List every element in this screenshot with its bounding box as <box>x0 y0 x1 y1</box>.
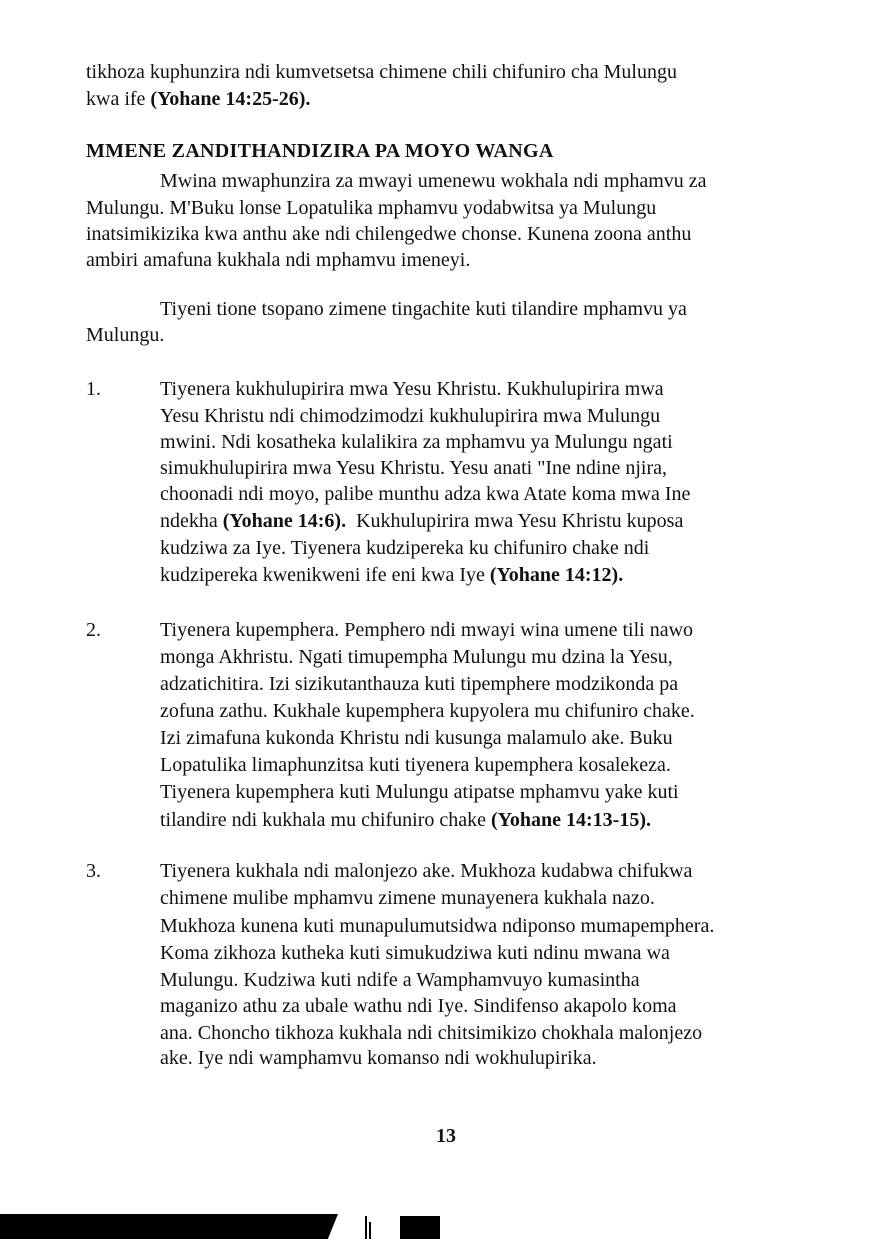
item-line: Tiyenera kupemphera kuti Mulungu atipatse mphamvu yake kuti <box>160 781 679 803</box>
paragraph-line: Mwina mwaphunzira za mwayi umenewu wokhala ndi mphamvu za <box>160 170 707 192</box>
list-number: 3. <box>86 860 101 882</box>
scan-edge-mark <box>365 1216 367 1239</box>
item-line: Yesu Khristu ndi chimodzimodzi kukhulupirira mwa Mulungu <box>160 405 661 427</box>
item-line: mwini. Ndi kosatheka kulalikira za mphamvu ya Mulungu ngati <box>160 431 673 453</box>
scripture-reference: (Yohane 14:25-26). <box>150 88 311 110</box>
item-line <box>160 509 683 533</box>
item-line: Tiyenera kupemphera. Pemphero ndi mwayi wina umene tili nawo <box>160 619 694 641</box>
item-line: choonadi ndi moyo, palibe munthu adza kwa Atate koma mwa Ine <box>160 483 691 505</box>
list-number: 1. <box>86 378 101 400</box>
item-line: maganizo athu za ubale wathu ndi Iye. Sindifenso akapolo koma <box>160 995 677 1017</box>
intro-line-2 <box>86 87 310 111</box>
item-line: ana. Choncho tikhoza kukhala ndi chitsimikizo chokhala malonjezo <box>160 1022 703 1044</box>
scan-edge-mark <box>400 1216 440 1239</box>
text: kwa ife <box>86 88 151 110</box>
page-number: 13 <box>436 1125 456 1147</box>
item-line: Koma zikhoza kutheka kuti simukudziwa kuti ndinu mwana wa <box>160 942 670 964</box>
item-line: chimene mulibe mphamvu zimene munayenera kukhala nazo. <box>160 887 655 909</box>
list-number: 2. <box>86 619 101 641</box>
scan-edge-mark <box>0 1214 338 1239</box>
scripture-reference: (Yohane 14:12). <box>489 564 624 586</box>
paragraph-line: ambiri amafuna kukhala ndi mphamvu imeneyi. <box>86 249 471 271</box>
item-line: Izi zimafuna kukonda Khristu ndi kusunga malamulo ake. Buku <box>160 727 673 749</box>
item-line: ake. Iye ndi wamphamvu komanso ndi wokhulupirika. <box>160 1047 597 1069</box>
item-line: Tiyenera kukhala ndi malonjezo ake. Mukhoza kudabwa chifukwa <box>160 860 693 882</box>
paragraph-line: Mulungu. <box>86 324 165 346</box>
scripture-reference: (Yohane 14:6). <box>222 510 347 532</box>
paragraph-line: inatsimikizika kwa anthu ake ndi chilengedwe chonse. Kunena zoona anthu <box>86 223 692 245</box>
item-line <box>160 808 651 832</box>
section-heading: MMENE ZANDITHANDIZIRA PA MOYO WANGA <box>86 140 554 162</box>
item-line: Tiyenera kukhulupirira mwa Yesu Khristu. Kukhulupirira mwa <box>160 378 664 400</box>
scripture-reference: (Yohane 14:13-15). <box>491 809 652 831</box>
item-line <box>160 563 623 587</box>
paragraph-line: Tiyeni tione tsopano zimene tingachite kuti tilandire mphamvu ya <box>160 298 687 320</box>
intro-line-1: tikhoza kuphunzira ndi kumvetsetsa chimene chili chifuniro cha Mulungu <box>86 61 677 83</box>
item-line: Mukhoza kunena kuti munapulumutsidwa ndiponso mumapemphera. <box>160 915 715 937</box>
item-line: Mulungu. Kudziwa kuti ndife a Wamphamvuyo kumasintha <box>160 969 640 991</box>
text: ndekha <box>160 510 223 532</box>
text: kudzipereka kwenikweni ife eni kwa Iye <box>160 564 490 586</box>
item-line: simukhulupirira mwa Yesu Khristu. Yesu anati "Ine ndine njira, <box>160 457 668 479</box>
item-line: monga Akhristu. Ngati timupempha Mulungu mu dzina la Yesu, <box>160 646 673 668</box>
item-line: Lopatulika limaphunzitsa kuti tiyenera kupemphera kosalekeza. <box>160 754 671 776</box>
item-line: adzatichitira. Izi sizikutanthauza kuti tipemphere modzikonda pa <box>160 673 679 695</box>
text: Kukhulupirira mwa Yesu Khristu kuposa <box>346 510 684 532</box>
text: tilandire ndi kukhala mu chifuniro chake <box>160 809 492 831</box>
paragraph-line: Mulungu. M'Buku lonse Lopatulika mphamvu yodabwitsa ya Mulungu <box>86 197 657 219</box>
scan-edge-mark <box>369 1222 371 1239</box>
item-line: kudziwa za Iye. Tiyenera kudzipereka ku chifuniro chake ndi <box>160 537 650 559</box>
item-line: zofuna zathu. Kukhale kupemphera kupyolera mu chifuniro chake. <box>160 700 695 722</box>
